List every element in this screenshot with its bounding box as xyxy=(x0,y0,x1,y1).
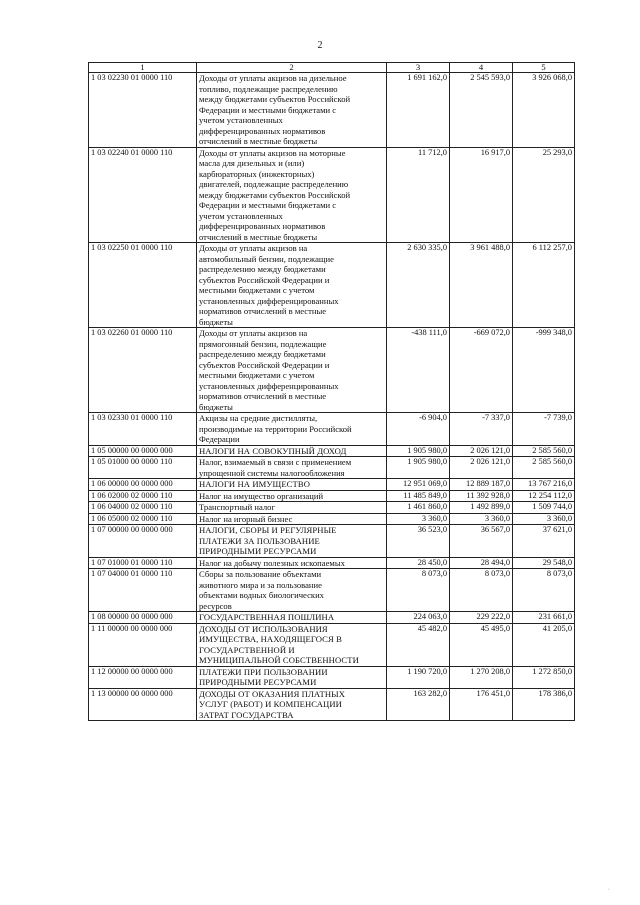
row-value-col3: 28 450,0 xyxy=(387,557,450,569)
row-value-col4: 8 073,0 xyxy=(450,569,513,612)
row-value-col4: 1 270 208,0 xyxy=(450,666,513,688)
row-name: НАЛОГИ НА СОВОКУПНЫЙ ДОХОД xyxy=(197,445,387,457)
table-row xyxy=(89,502,575,514)
row-value-col5: 6 112 257,0 xyxy=(513,243,575,328)
row-code: 1 06 00000 00 0000 000 xyxy=(89,479,197,491)
table-row xyxy=(89,413,575,446)
row-value-col5: 25 293,0 xyxy=(513,147,575,243)
row-value-col4: -669 072,0 xyxy=(450,328,513,413)
row-code: 1 06 02000 02 0000 110 xyxy=(89,490,197,502)
header-col-4: 4 xyxy=(450,63,513,73)
row-value-col3: 1 461 860,0 xyxy=(387,502,450,514)
table-row xyxy=(89,328,575,413)
row-name: Акцизы на средние дистилляты, производимые на территории Российской Федерации xyxy=(197,413,387,446)
row-name: Сборы за пользование объектами животного мира и за пользование объектами водных биологических ресурсов xyxy=(197,569,387,612)
table-row xyxy=(89,457,575,479)
row-value-col3: -438 111,0 xyxy=(387,328,450,413)
row-value-col5: 1 272 850,0 xyxy=(513,666,575,688)
row-code: 1 05 01000 00 0000 110 xyxy=(89,457,197,479)
row-name: Налог, взимаемый в связи с применением упрощенной системы налогообложения xyxy=(197,457,387,479)
row-name: Доходы от уплаты акцизов на моторные масла для дизельных и (или) карбюраторных (инжекторных) двигателей, подлежащие распределению между бюджетами субъектов Российской Федерации и местными бюджетами с учетом установленных дифференцированных нормативов отчислений в местные бюджеты xyxy=(197,147,387,243)
header-col-1: 1 xyxy=(89,63,197,73)
row-code: 1 03 02230 01 0000 110 xyxy=(89,73,197,148)
table-row xyxy=(89,688,575,721)
row-name: Налог на игорный бизнес xyxy=(197,513,387,525)
row-value-col5: -999 348,0 xyxy=(513,328,575,413)
row-code: 1 06 04000 02 0000 110 xyxy=(89,502,197,514)
table-row xyxy=(89,612,575,624)
row-code: 1 03 02250 01 0000 110 xyxy=(89,243,197,328)
row-code: 1 11 00000 00 0000 000 xyxy=(89,623,197,666)
table-row xyxy=(89,445,575,457)
row-name: Доходы от уплаты акцизов на автомобильный бензин, подлежащие распределению между бюджетами субъектов Российской Федерации и местными бюджетами с учетом установленных дифференцированных нормативов отчислений в местные бюджеты xyxy=(197,243,387,328)
header-col-2: 2 xyxy=(197,63,387,73)
row-code: 1 12 00000 00 0000 000 xyxy=(89,666,197,688)
row-value-col4: -7 337,0 xyxy=(450,413,513,446)
row-value-col3: 11 712,0 xyxy=(387,147,450,243)
row-value-col5: 29 548,0 xyxy=(513,557,575,569)
row-value-col4: 3 360,0 xyxy=(450,513,513,525)
table-row xyxy=(89,243,575,328)
row-name: ДОХОДЫ ОТ ОКАЗАНИЯ ПЛАТНЫХ УСЛУГ (РАБОТ) И КОМПЕНСАЦИИ ЗАТРАТ ГОСУДАРСТВА xyxy=(197,688,387,721)
table-row xyxy=(89,557,575,569)
row-value-col4: 11 392 928,0 xyxy=(450,490,513,502)
row-value-col3: 224 063,0 xyxy=(387,612,450,624)
row-value-col4: 45 495,0 xyxy=(450,623,513,666)
row-value-col4: 2 026 121,0 xyxy=(450,445,513,457)
row-code: 1 06 05000 02 0000 110 xyxy=(89,513,197,525)
row-name: Доходы от уплаты акцизов на прямогонный бензин, подлежащие распределению между бюджетами субъектов Российской Федерации и местными бюджетами с учетом установленных дифференцированных нормативов отчислений в местные бюджеты xyxy=(197,328,387,413)
row-value-col5: 2 585 560,0 xyxy=(513,457,575,479)
row-code: 1 13 00000 00 0000 000 xyxy=(89,688,197,721)
row-value-col4: 2 026 121,0 xyxy=(450,457,513,479)
table-row xyxy=(89,490,575,502)
row-value-col5: 231 661,0 xyxy=(513,612,575,624)
header-col-3: 3 xyxy=(387,63,450,73)
row-value-col5: -7 739,0 xyxy=(513,413,575,446)
header-row xyxy=(89,63,575,73)
row-value-col3: 1 691 162,0 xyxy=(387,73,450,148)
row-value-col4: 176 451,0 xyxy=(450,688,513,721)
row-value-col3: -6 904,0 xyxy=(387,413,450,446)
row-value-col5: 12 254 112,0 xyxy=(513,490,575,502)
row-value-col4: 28 494,0 xyxy=(450,557,513,569)
row-code: 1 07 00000 00 0000 000 xyxy=(89,525,197,558)
row-name: Транспортный налог xyxy=(197,502,387,514)
row-value-col5: 37 621,0 xyxy=(513,525,575,558)
row-value-col5: 178 386,0 xyxy=(513,688,575,721)
row-value-col5: 8 073,0 xyxy=(513,569,575,612)
table-row xyxy=(89,569,575,612)
row-value-col4: 36 567,0 xyxy=(450,525,513,558)
row-value-col4: 1 492 899,0 xyxy=(450,502,513,514)
row-name: НАЛОГИ, СБОРЫ И РЕГУЛЯРНЫЕ ПЛАТЕЖИ ЗА ПОЛЬЗОВАНИЕ ПРИРОДНЫМИ РЕСУРСАМИ xyxy=(197,525,387,558)
table-row xyxy=(89,73,575,148)
row-code: 1 03 02260 01 0000 110 xyxy=(89,328,197,413)
row-value-col3: 11 485 849,0 xyxy=(387,490,450,502)
table-row xyxy=(89,666,575,688)
table-row xyxy=(89,479,575,491)
row-name: Доходы от уплаты акцизов на дизельное топливо, подлежащие распределению между бюджетами субъектов Российской Федерации и местными бюджетами с учетом установленных дифференцированных нормативов отчислений в местные бюджеты xyxy=(197,73,387,148)
row-name: ДОХОДЫ ОТ ИСПОЛЬЗОВАНИЯ ИМУЩЕСТВА, НАХОДЯЩЕГОСЯ В ГОСУДАРСТВЕННОЙ И МУНИЦИПАЛЬНОЙ СОБСТВЕННОСТИ xyxy=(197,623,387,666)
row-code: 1 05 00000 00 0000 000 xyxy=(89,445,197,457)
corner-mark: · xyxy=(608,887,610,893)
row-value-col3: 45 482,0 xyxy=(387,623,450,666)
row-value-col4: 229 222,0 xyxy=(450,612,513,624)
table-row xyxy=(89,525,575,558)
row-name: Налог на добычу полезных ископаемых xyxy=(197,557,387,569)
row-name: Налог на имущество организаций xyxy=(197,490,387,502)
row-name: ПЛАТЕЖИ ПРИ ПОЛЬЗОВАНИИ ПРИРОДНЫМИ РЕСУРСАМИ xyxy=(197,666,387,688)
revenue-table xyxy=(88,62,575,721)
table-body xyxy=(89,73,575,721)
row-value-col3: 36 523,0 xyxy=(387,525,450,558)
row-value-col4: 3 961 488,0 xyxy=(450,243,513,328)
row-value-col3: 2 630 335,0 xyxy=(387,243,450,328)
row-value-col4: 12 889 187,0 xyxy=(450,479,513,491)
row-value-col5: 2 585 560,0 xyxy=(513,445,575,457)
row-code: 1 03 02240 01 0000 110 xyxy=(89,147,197,243)
row-value-col3: 3 360,0 xyxy=(387,513,450,525)
page-number: 2 xyxy=(317,40,323,51)
row-value-col5: 3 926 068,0 xyxy=(513,73,575,148)
row-code: 1 08 00000 00 0000 000 xyxy=(89,612,197,624)
row-name: ГОСУДАРСТВЕННАЯ ПОШЛИНА xyxy=(197,612,387,624)
row-value-col3: 12 951 069,0 xyxy=(387,479,450,491)
row-value-col5: 3 360,0 xyxy=(513,513,575,525)
row-value-col3: 163 282,0 xyxy=(387,688,450,721)
row-value-col4: 16 917,0 xyxy=(450,147,513,243)
row-value-col3: 1 905 980,0 xyxy=(387,445,450,457)
table-row xyxy=(89,623,575,666)
header-col-5: 5 xyxy=(513,63,575,73)
row-name: НАЛОГИ НА ИМУЩЕСТВО xyxy=(197,479,387,491)
row-value-col3: 8 073,0 xyxy=(387,569,450,612)
row-value-col3: 1 905 980,0 xyxy=(387,457,450,479)
table-header xyxy=(89,63,575,73)
row-value-col5: 41 205,0 xyxy=(513,623,575,666)
table-row xyxy=(89,513,575,525)
row-value-col3: 1 190 720,0 xyxy=(387,666,450,688)
row-value-col5: 1 509 744,0 xyxy=(513,502,575,514)
row-code: 1 03 02330 01 0000 110 xyxy=(89,413,197,446)
row-code: 1 07 04000 01 0000 110 xyxy=(89,569,197,612)
row-value-col4: 2 545 593,0 xyxy=(450,73,513,148)
row-code: 1 07 01000 01 0000 110 xyxy=(89,557,197,569)
table-row xyxy=(89,147,575,243)
row-value-col5: 13 767 216,0 xyxy=(513,479,575,491)
